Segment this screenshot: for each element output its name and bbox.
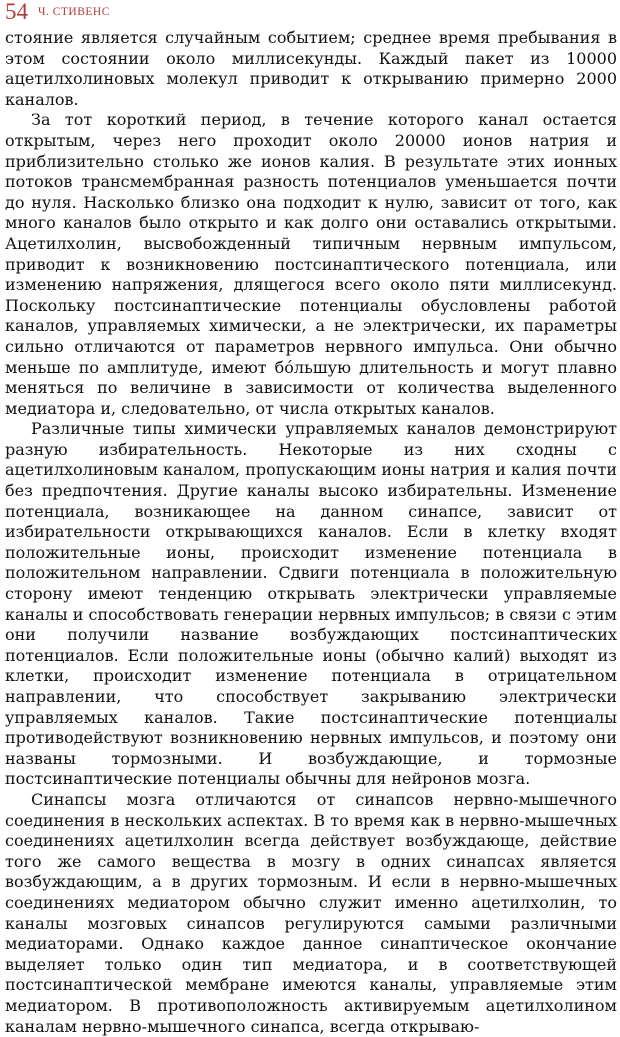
paragraph: Синапсы мозга отличаются от синапсов нервно-мышечного соединения в нескольких аспектах. В то время как в нервно-мышечных соединениях ацетилхолин всегда действует возбуждающе, действие того же самого вещества в мозгу в одних синапсах является возбуждающим, а в других тормозным. И если в нервно-мышечных соединениях медиатором обычно служит именно ацетилхолин, то каналы мозговых синапсов регулируются самыми различными медиаторами. Однако каждое данное синаптическое окончание выделяет только один тип медиатора, и в соответствующей постсинаптической мембране имеются каналы, управляемые этим медиатором. В противоположность активируемым ацетилхолином каналам нервно-мышечного синапса, всегда открываю- — [5, 789, 617, 1036]
body-text — [5, 28, 617, 1037]
paragraph: Различные типы химически управляемых каналов демонстрируют разную избирательность. Некоторые из них сходны с ацетилхолиновым каналом, пропускающим ионы натрия и калия почти без предпочтения. Другие каналы высоко избирательны. Изменение потенциала, возникающее на данном синапсе, зависит от избирательности открывающихся каналов. Если в клетку входят положительные ионы, происходит изменение потенциала в положительном направлении. Сдвиги потенциала в положительную сторону имеют тенденцию открывать электрически управляемые каналы и способствовать генерации нервных импульсов; в связи с этим они получили название возбуждающих постсинаптических потенциалов. Если положительные ионы (обычно калий) выходят из клетки, происходит изменение потенциала в отрицательном направлении, что способствует закрыванию электрически управляемых каналов. Такие постсинаптические потенциалы противодействуют возникновению нервных импульсов, и поэтому они названы тормозными. И возбуждающие, и тормозные постсинаптические потенциалы обычны для нейронов мозга. — [5, 419, 617, 789]
running-head: Ч. СТИВЕНС — [38, 6, 110, 18]
page-header — [5, 0, 617, 28]
paragraph-continuation: стояние является случайным событием; среднее время пребывания в этом состоянии около миллисекунды. Каждый пакет из 10000 ацетилхолиновых молекул приводит к открыванию примерно 2000 каналов. — [5, 28, 617, 109]
page-number: 54 — [5, 0, 28, 24]
paragraph: За тот короткий период, в течение которого канал остается открытым, через него проходит около 20000 ионов натрия и приблизительно столько же ионов калия. В результате этих ионных потоков трансмембранная разность потенциалов уменьшается почти до нуля. Насколько близко она подходит к нулю, зависит от того, как много каналов было открыто и как долго они оставались открытыми. Ацетилхолин, высвобожденный типичным нервным импульсом, приводит к возникновению постсинаптического потенциала, или изменению напряжения, длящегося всего около пяти миллисекунд. Поскольку постсинаптические потенциалы обусловлены работой каналов, управляемых химически, а не электрически, их параметры сильно отличаются от параметров нервного импульса. Они обычно меньше по амплитуде, имеют бóльшую длительность и могут плавно меняться по величине в зависимости от количества выделенного медиатора и, следовательно, от числа открытых каналов. — [5, 110, 617, 418]
